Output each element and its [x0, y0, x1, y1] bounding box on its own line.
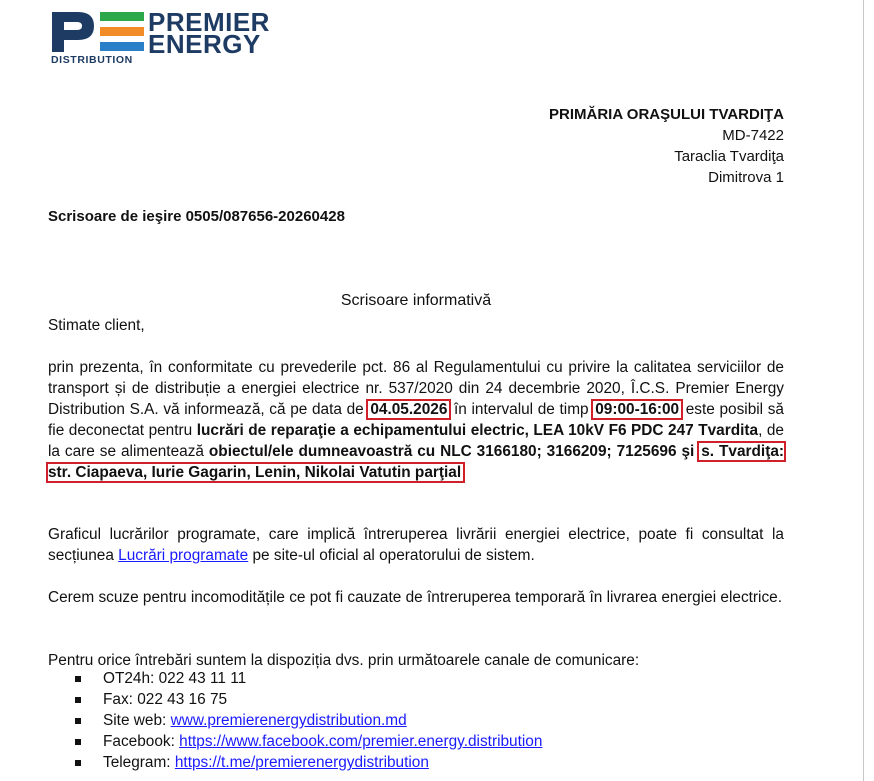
recipient-address-block: [549, 104, 784, 188]
repair-works-description: lucrări de reparaţie a echipamentului electric, LEA 10kV F6 PDC 247 Tvardita: [196, 422, 759, 439]
bullet-icon: [75, 739, 81, 745]
contact-fax: Fax: 022 43 16 75: [103, 691, 228, 708]
bullet-icon: [75, 760, 81, 766]
list-item-website: [48, 710, 542, 731]
affected-address: s. Tvardiţa: str. Ciapaeva, Iurie Gagarin, Lenin, Nikolai Vatutin parţial: [48, 443, 785, 481]
notice-text-reason: este posibil să fie deconectat pentru: [48, 401, 784, 439]
contact-intro-paragraph: Pentru orice întrebări suntem la dispoziția dvs. prin următoarele canale de comunicare:: [48, 652, 640, 669]
contact-ot24h: OT24h: 022 43 11 11: [103, 670, 247, 687]
greeting: Stimate client,: [48, 317, 145, 334]
logo-text-premier: PREMIER: [148, 7, 270, 37]
notice-text-intro: prin prezenta, în conformitate cu prevederile pct. 86 al Regulamentului cu privire la calitatea serviciilor de transport și de distribuție a energiei electrice nr. 537/2020 din 24 decembrie 2020, Î.C.S. Premier Energy Distribution S.A. vă informează, că pe data de: [48, 359, 784, 418]
recipient-postal-code: MD-7422: [722, 127, 784, 144]
outage-notice-paragraph: [48, 357, 784, 483]
website-link[interactable]: www.premierenergydistribution.md: [170, 712, 407, 729]
outage-time-interval: 09:00-16:00: [595, 401, 680, 418]
bullet-icon: [75, 697, 81, 703]
bullet-icon: [75, 676, 81, 682]
apology-paragraph: Cerem scuze pentru incomoditățile ce pot fi cauzate de întreruperea temporară în livrarea energiei electrice.: [48, 589, 782, 606]
logo-text-energy: ENERGY: [148, 29, 261, 59]
schedule-paragraph: [48, 524, 784, 566]
outage-date: 04.05.2026: [370, 401, 448, 418]
recipient-street: Dimitrova 1: [708, 169, 784, 186]
telegram-link[interactable]: https://t.me/premierenergydistribution: [174, 754, 429, 771]
list-item-fax: [48, 689, 542, 710]
contact-channels-list: [48, 668, 542, 773]
premier-energy-logo: [50, 8, 300, 70]
schedule-text: Graficul lucrărilor programate, care implică întreruperea livrării energiei electrice, poate fi consultat la secțiunea: [48, 526, 784, 564]
outgoing-letter-reference: Scrisoare de ieşire 0505/087656-20260428: [48, 208, 345, 225]
page-edge: [863, 0, 864, 781]
affected-objects: obiectul/ele dumneavoastră cu NLC 3166180; 3166209; 7125696 şi: [208, 443, 695, 460]
list-item-ot24h: [48, 668, 542, 689]
schedule-text-end: pe site-ul oficial al operatorului de sistem.: [248, 547, 535, 564]
pe-monogram-icon: [50, 8, 148, 54]
list-item-facebook: [48, 731, 542, 752]
notice-text-supply: , de la care se alimentează: [48, 422, 784, 460]
logo-text-distribution: DISTRIBUTION: [51, 54, 133, 66]
recipient-name: PRIMĂRIA ORAŞULUI TVARDIŢA: [549, 106, 784, 123]
contact-facebook-label: Facebook:: [103, 733, 180, 750]
list-item-telegram: [48, 752, 542, 773]
bullet-icon: [75, 718, 81, 724]
contact-website-label: Site web:: [103, 712, 171, 729]
recipient-locality: Taraclia Tvardiţa: [674, 148, 784, 165]
notice-text-interval: în intervalul de timp: [449, 401, 594, 418]
scheduled-works-link[interactable]: Lucrări programate: [118, 547, 249, 564]
facebook-link[interactable]: https://www.facebook.com/premier.energy.distribution: [179, 733, 543, 750]
contact-telegram-label: Telegram:: [103, 754, 175, 771]
letter-title: Scrisoare informativă: [340, 292, 492, 309]
